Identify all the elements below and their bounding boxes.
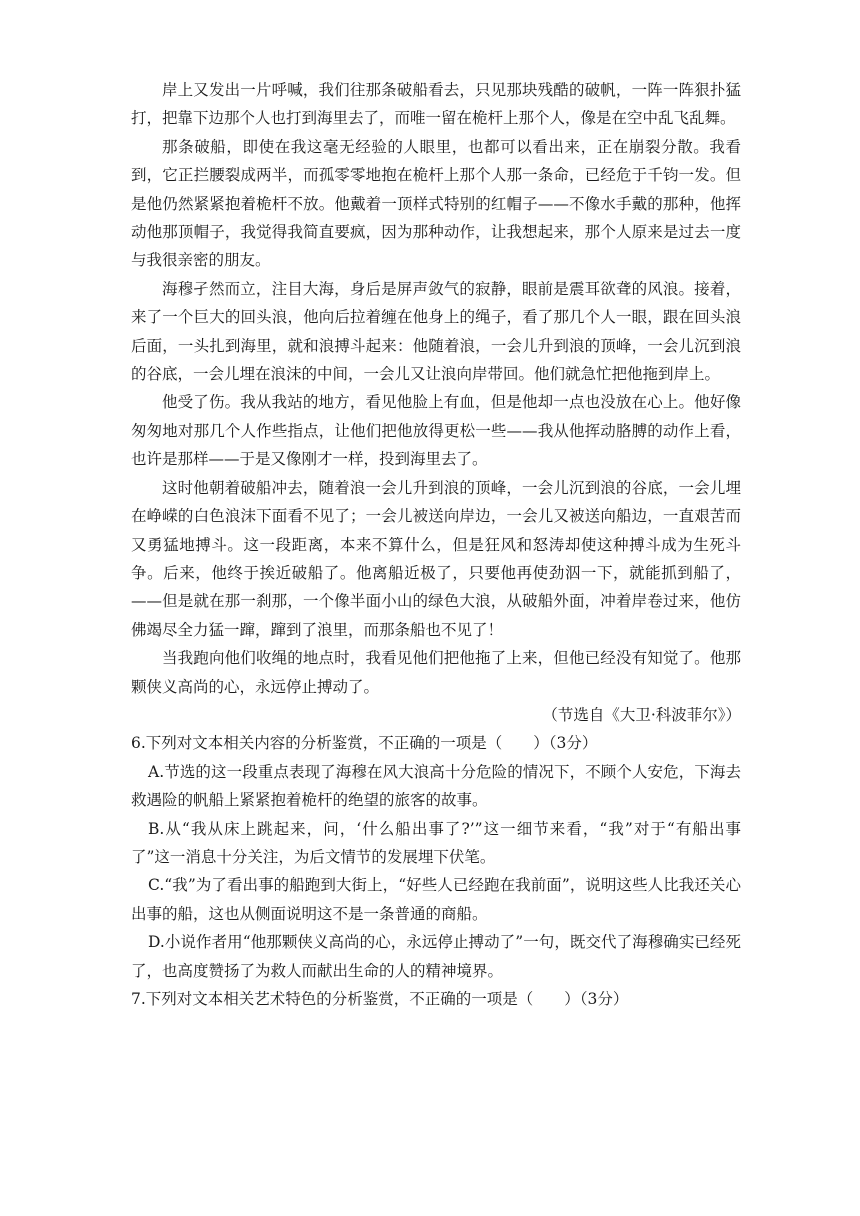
passage-paragraph: 海穆孑然而立，注目大海，身后是屏声敛气的寂静，眼前是震耳欲聋的风浪。接着，来了一个巨大的回头浪，他向后拉着缠在他身上的绳子，看了那几个人一眼，跟在回头浪后面，一头扎到海里，就和浪搏斗起来：他随着浪，一会儿升到浪的顶峰，一会儿沉到浪的谷底，一会儿埋在浪沫的中间，一会儿又让浪向岸带回。他们就急忙把他拖到岸上。 bbox=[131, 279, 741, 384]
passage-paragraph: 他受了伤。我从我站的地方，看见他脸上有血，但是他却一点也没放在心上。他好像匆匆地对那几个人作些指点，让他们把他放得更松一些——我从他挥动胳膊的动作上看，也许是那样——于是又像刚才一样，投到海里去了。 bbox=[131, 393, 741, 469]
reading-passage bbox=[131, 76, 741, 729]
question-6 bbox=[131, 729, 741, 985]
passage-paragraph: 当我跑向他们收绳的地点时，我看见他们把他拖了上来，但他已经没有知觉了。他那颗侠义高尚的心，永远停止搏动了。 bbox=[131, 649, 741, 696]
option-b: B.从“我从床上跳起来，问，‘什么船出事了?’”这一细节来看，“我”对于“有船出事了”这一消息十分关注，为后文情节的发展埋下伏笔。 bbox=[131, 819, 741, 866]
passage-paragraph: 岸上又发出一片呼喊，我们往那条破船看去，只见那块残酷的破帆，一阵一阵狠扑猛打，把靠下边那个人也打到海里去了，而唯一留在桅杆上那个人，像是在空中乱飞乱舞。 bbox=[131, 81, 741, 128]
question-7 bbox=[131, 985, 741, 1013]
passage-paragraph: 这时他朝着破船冲去，随着浪一会儿升到浪的顶峰，一会儿沉到浪的谷底，一会儿埋在峥嵘的白色浪沫下面看不见了；一会儿被送向岸边，一会儿又被送向船边，一直艰苦而又勇猛地搏斗。这一段距离，本来不算什么，但是狂风和怒涛却使这种搏斗成为生死斗争。后来，他终于挨近破船了。他离船近极了，只要他再使劲泅一下，就能抓到船了，——但是就在那一刹那，一个像半面小山的绿色大浪，从破船外面，冲着岸卷过来，他仿佛竭尽全力猛一蹿，蹿到了浪里，而那条船也不见了！ bbox=[131, 478, 741, 639]
option-c: C.“我”为了看出事的船跑到大街上，“好些人已经跑在我前面”，说明这些人比我还关心出事的船，这也从侧面说明这不是一条普通的商船。 bbox=[131, 876, 741, 923]
passage-source: （节选自《大卫·科波菲尔》） bbox=[542, 705, 741, 724]
question-title: 6.下列对文本相关内容的分析鉴赏，不正确的一项是（ ）（3分） bbox=[131, 734, 598, 753]
passage-paragraph: 那条破船，即使在我这毫无经验的人眼里，也都可以看出来，正在崩裂分散。我看到，它正拦腰裂成两半，而孤零零地抱在桅杆上那个人那一条命，已经危于千钧一发。但是他仍然紧紧抱着桅杆不放。他戴着一顶样式特别的红帽子——不像水手戴的那种，他挥动他那顶帽子，我觉得我简直要疯，因为那种动作，让我想起来，那个人原来是过去一度与我很亲密的朋友。 bbox=[131, 137, 741, 270]
option-a: A.节选的这一段重点表现了海穆在风大浪高十分危险的情况下，不顾个人安危，下海去救遇险的帆船上紧紧抱着桅杆的绝望的旅客的故事。 bbox=[131, 762, 741, 810]
exam-page bbox=[131, 76, 741, 1013]
question-title: 7.下列对文本相关艺术特色的分析鉴赏，不正确的一项是（ ）（3分） bbox=[131, 990, 629, 1008]
option-d: D.小说作者用“他那颗侠义高尚的心，永远停止搏动了”一句，既交代了海穆确实已经死了，也高度赞扬了为救人而献出生命的人的精神境界。 bbox=[131, 933, 741, 980]
